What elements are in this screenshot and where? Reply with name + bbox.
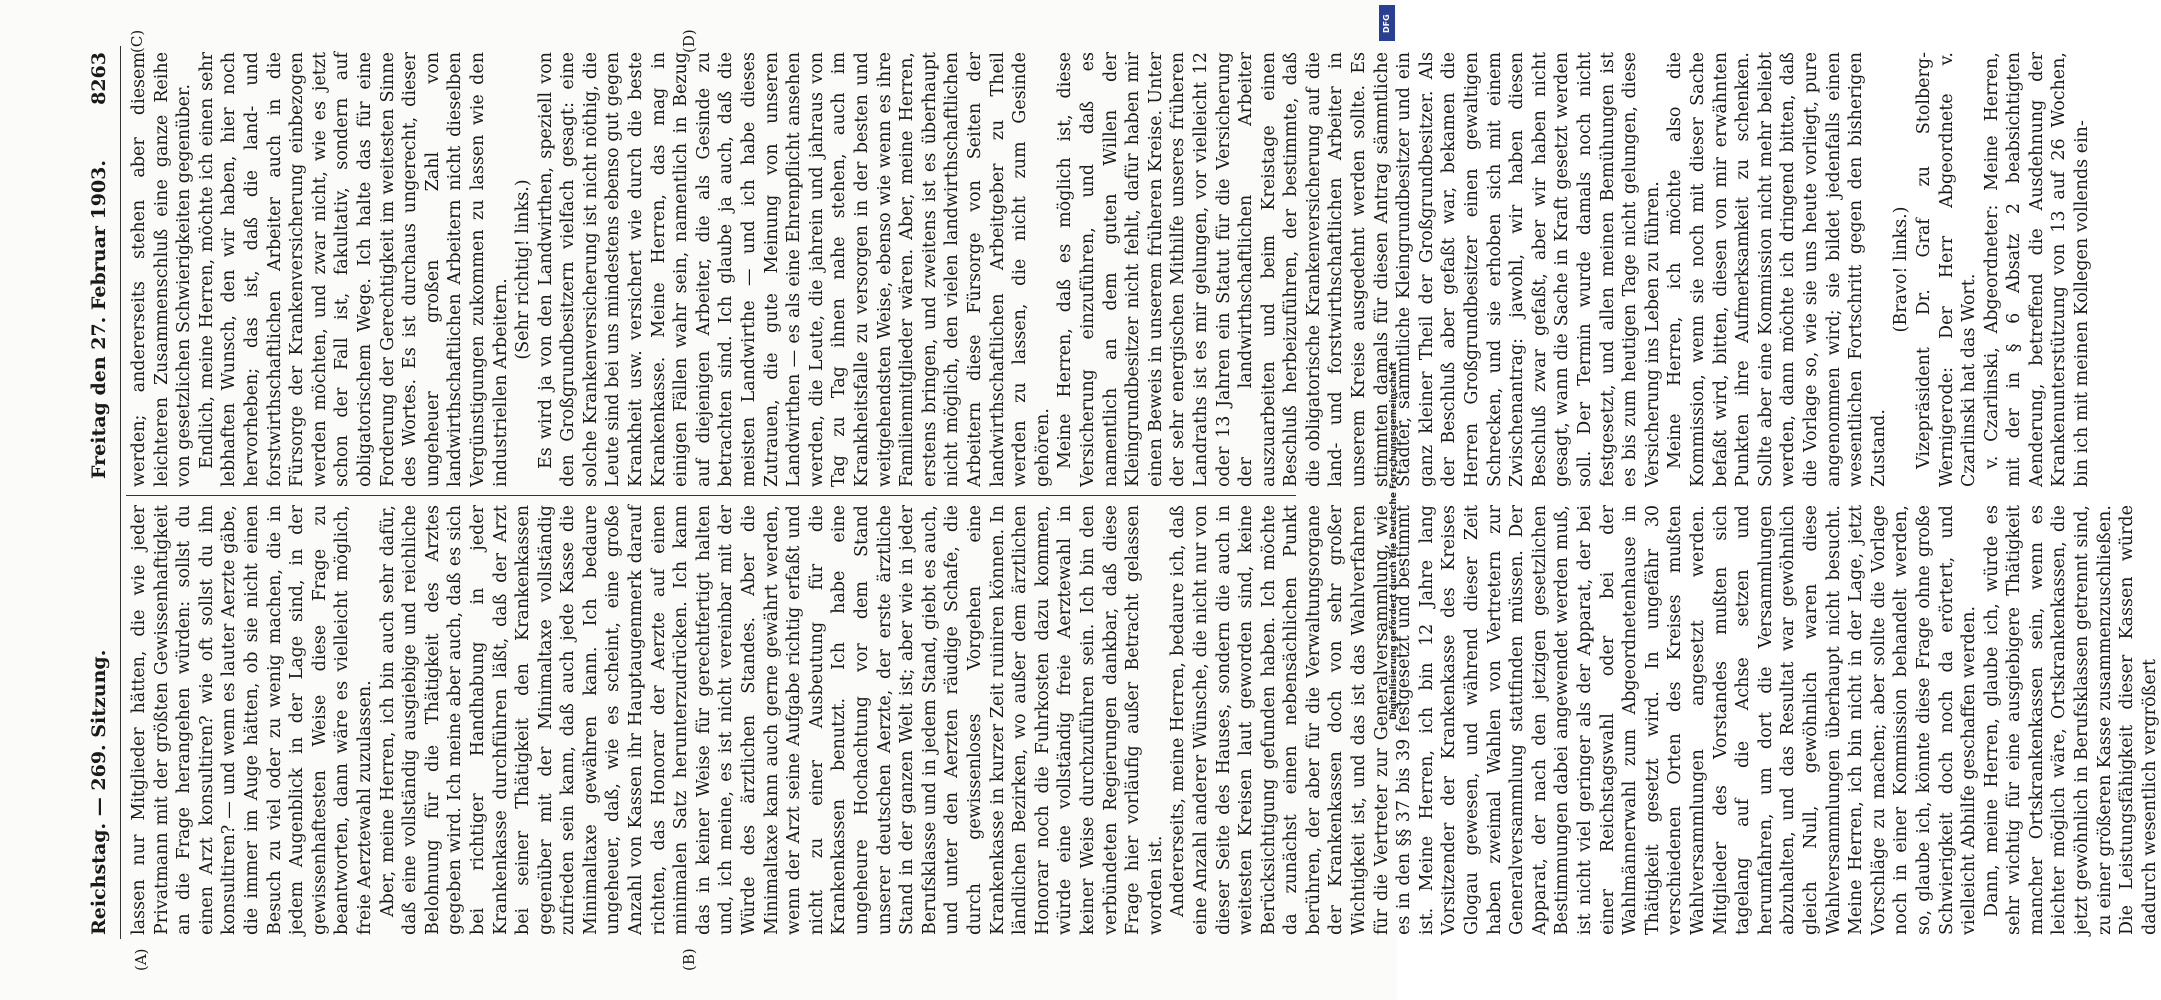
right-column (128, 52, 2093, 487)
paragraph: Meine Herren, ich möchte also die Kommission, wenn sie noch mit dieser Sache befaßt wird, bitten, diesen von mir erwähnten Punkten ihre Aufmerksamkeit zu schenken. Sollte aber eine Kommission nicht mehr beliebt werden, dann möchte ich dringend bitten, daß die Vorlage so, wie sie uns heute vorliegt, pure angenommen wird; sie bildet jedenfalls einen wesentlichen Fortschritt gegen den bisherigen Zustand. (1665, 52, 1889, 487)
page-header (80, 40, 124, 945)
column-rule (126, 495, 1296, 496)
speaker-paragraph: v. Czarlinski, Abgeordneter: Meine Herren, mit der in § 6 Absatz 2 beabsichtigten Aenderung, betreffend die Ausdehnung der Krankenunterstützung von 13 auf 26 Wochen, bin ich mit meinen Kollegen vollends ein- (1981, 52, 2093, 487)
header-page-number: 8263 (88, 52, 110, 105)
dfg-logo-text: DFG (1382, 14, 1391, 33)
margin-marker-d: (D) (680, 29, 698, 53)
paragraph: Endlich, meine Herren, möchte ich einen sehr lebhaften Wunsch, den wir haben, hier noch hervorheben; das ist, daß die land- und forstwirthschaftlichen Arbeiter auch in die Fürsorge der Krankenversicherung einbezogen werden möchten, und zwar nicht, wie es jetzt schon der Fall ist, fakultativ, sondern auf obligatorischem Wege. Ich halte das für eine Forderung der Gerechtigkeit im weitesten Sinne des Wortes. Es ist durchaus ungerecht, dieser ungeheuer großen Zahl von landwirthschaftlichen Arbeitern nicht dieselben Vergünstigungen zukommen zu lassen wie den industriellen Arbeitern. (196, 52, 511, 487)
digitization-stamp: Digitalisierung gefördert durch die Deutsche Forschungsgemeinschaft (1389, 361, 1399, 720)
paragraph: werden; andererseits stehen aber diesem leichteren Zusammenschluß eine ganze Reihe von gesetzlichen Schwierigkeiten gegenüber. (129, 52, 195, 487)
paragraph: lassen nur Mitglieder hätten, die wie jeder Privatmann mit der größten Gewissenhaftigkeit an die Frage herangehen würden: sollst du einen Arzt konsultiren? wie oft sollst du ihn konsultiren? — und wenn es lauter Aerzte gäbe, die immer im Auge hätten, ob sie nicht einen Besuch zu viel oder zu wenig machen, die in jedem Augenblick in der Lage sind, in der gewissenhaftesten Weise diese Frage zu beantworten, dann wäre es vielleicht möglich, freie Aerztewahl zuzulassen. (129, 505, 375, 935)
header-date: Freitag den 27. Februar 1903. (88, 160, 110, 480)
paragraph: Andererseits, meine Herren, bedaure ich, daß eine Anzahl anderer Wünsche, die nicht nur von dieser Seite des Hauses, sondern die auch in weitesten Kreisen laut geworden sind, keine Berücksichtigung gefunden haben. Ich möchte da zunächst einen nebensächlichen Punkt berühren, der aber für die Verwaltungsorgane der Krankenkassen doch von sehr großer Wichtigkeit ist, und das ist das Wahlverfahren für die Vertreter zur Generalversammlung, wie es in den §§ 37 bis 39 festgesetzt und bestimmt ist. Meine Herren, ich bin 12 Jahre lang Vorsitzender der Krankenkasse des Kreises Glogau gewesen, und während dieser Zeit haben zweimal Wahlen von Vertretern zur Generalversammlung stattfinden müssen. Der Apparat, der nach den jetzigen gesetzlichen Bestimmungen dabei angewendet werden muß, ist nicht viel geringer als der Apparat, der bei einer Reichstagswahl oder bei der Wahlmännerwahl zum Abgeordnetenhause in Thätigkeit gesetzt wird. In ungefähr 30 verschiedenen Orten des Kreises mußten Wahlversammlungen angesetzt werden. Mitglieder des Vorstandes mußten sich tagelang auf die Achse setzen und herumfahren, um dort die Versammlungen abzuhalten, und das Resultat war gewöhnlich gleich Null, gewöhnlich waren diese Wahlversammlungen überhaupt nicht besucht. Meine Herren, ich bin nicht in der Lage, jetzt Vorschläge zu machen; aber sollte die Vorlage noch in einer Kommission behandelt werden, so, glaube ich, könnte diese Frage ohne große Schwierigkeit doch noch da erörtert, und vielleicht Abhilfe geschaffen werden. (1168, 505, 1980, 935)
speaker-paragraph: Vizepräsident Dr. Graf zu Stolberg-Wernigerode: Der Herr Abgeordnete v. Czarlinski hat das Wort. (1913, 52, 1980, 487)
dfg-logo (1379, 5, 1395, 41)
paragraph: Meine Herren, daß es möglich ist, diese Versicherung einzuführen, und daß es namentlich an dem guten Willen der Kleingrundbesitzer nicht fehlt, dafür haben mir einen Beweis in unserem früheren Kreise. Unter der sehr energischen Mithilfe unseres früheren Landraths ist es mir gelungen, vor vielleicht 12 oder 13 Jahren ein Statut für die Versicherung der landwirthschaftlichen Arbeiter auszuarbeiten und beim Kreistage einen Beschluß herbeizuführen, der bestimmte, daß die obligatorische Krankenversicherung auf die land- und forstwirthschaftlichen Arbeiter in unserem Kreise ausgedehnt werden sollte. Es stimmten damals für diesen Antrag sämmtliche Städter, sämmtliche Kleingrundbesitzer und ein ganz kleiner Theil der Großgrundbesitzer. Als der Beschluß aber gefaßt war, bekamen die Herren Großgrundbesitzer einen gewaltigen Schrecken, und sie erhoben sich mit einem Zwischenantrag: jawohl, wir haben diesen Beschluß zwar gefaßt, aber wir haben nicht gesagt, wann die Sache in Kraft gesetzt werden soll. Der Termin wurde damals noch nicht festgesetzt, und allen meinen Bemühungen ist es bis zum heutigen Tage nicht gelungen, diese Versicherung ins Leben zu führen. (1055, 52, 1663, 487)
paragraph: Aber, meine Herren, ich bin auch sehr dafür, daß eine vollständig ausgiebige und reichliche Belohnung für die Thätigkeit des Arztes gegeben wird. Ich meine aber auch, daß es sich bei richtiger Handhabung in jeder Krankenkasse durchführen läßt, daß der Arzt bei seiner Thätigkeit den Krankenkassen gegenüber mit der Minimaltaxe vollständig zufrieden sein kann, daß auch jede Kasse die Minimaltaxe gewähren kann. Ich bedaure ungeheuer, daß, wie es scheint, eine große Anzahl von Kassen ihr Hauptaugenmerk darauf richten, das Honorar der Aerzte auf einen minimalen Satz herunterzudrücken. Ich kann das in keiner Weise für gerechtfertigt halten und, ich meine, es ist nicht vereinbar mit der Würde des ärztlichen Standes. Aber die Minimaltaxe kann auch gerne gewährt werden, wenn der Arzt seine Aufgabe richtig erfaßt und nicht zu einer Ausbeutung für die Krankenkassen benutzt. Ich habe eine ungeheure Hochachtung vor dem Stand unserer deutschen Aerzte, der erste ärztliche Stand in der ganzen Welt ist; aber wie in jeder Berufsklasse und in jedem Stand, giebt es auch, und unter den Aerzten räudige Schafe, die durch gewissenloses Vorgehen eine Krankenkasse in kurzer Zeit ruiniren können. In ländlichen Bezirken, wo außer dem ärztlichen Honorar noch die Fuhrkosten dazu kommen, würde eine vollständig freie Aerztewahl in keiner Weise durchzuführen sein. Ich bin den verbündeten Regierungen dankbar, daß diese Frage hier vorläufig außer Betracht gelassen worden ist. (377, 505, 1166, 935)
interjection: (Sehr richtig! links.) (513, 179, 534, 360)
header-rule (120, 46, 121, 939)
margin-marker-a: (A) (132, 948, 150, 971)
paragraph: Dann, meine Herren, glaube ich, würde es sehr wichtig für eine ausgiebigere Thätigkeit mancher Ortskrankenkassen sein, wenn es leichter möglich wäre, Ortskrankenkassen, die jetzt gewöhnlich in Berufsklassen getrennt sind, zu einer größeren Kasse zusammenzuschließen. Die Leistungsfähigkeit dieser Kassen würde dadurch wesentlich vergrößert (1981, 505, 2160, 935)
paragraph: Es wird ja von den Landwirthen, speziell von den Großgrundbesitzern vielfach gesagt: eine solche Krankenversicherung ist nicht nöthig, die Leute sind bei uns mindestens ebenso gut gegen Krankheit usw. versichert wie durch die beste Krankenkasse. Meine Herren, das mag in einigen Fällen wahr sein, namentlich in Bezug auf diejenigen Arbeiter, die als Gesinde zu betrachten sind. Ich glaube ja auch, daß die meisten Landwirthe — und ich habe dieses Zutrauen, die gute Meinung von unseren Landwirthen — es als eine Ehrenpflicht ansehen werden, die Leute, die jahrein und jahraus von Tag zu Tag ihnen nahe stehen, auch im Krankheitsfalle zu versorgen in der besten und weitgehendsten Weise, ebenso wie wenn es ihre Familienmitglieder wären. Aber, meine Herren, erstens bringen, und zweitens ist es überhaupt nicht möglich, den vielen landwirthschaftlichen Arbeitern diese Fürsorge von Seiten der landwirthschaftlichen Arbeitgeber zu Theil werden zu lassen, die nicht zum Gesinde gehören. (535, 52, 1053, 487)
margin-marker-c: (C) (128, 29, 146, 53)
margin-marker-b: (B) (680, 948, 698, 971)
header-left: Reichstag. — 269. Sitzung. (88, 649, 110, 935)
interjection: (Bravo! links.) (1891, 206, 1912, 333)
